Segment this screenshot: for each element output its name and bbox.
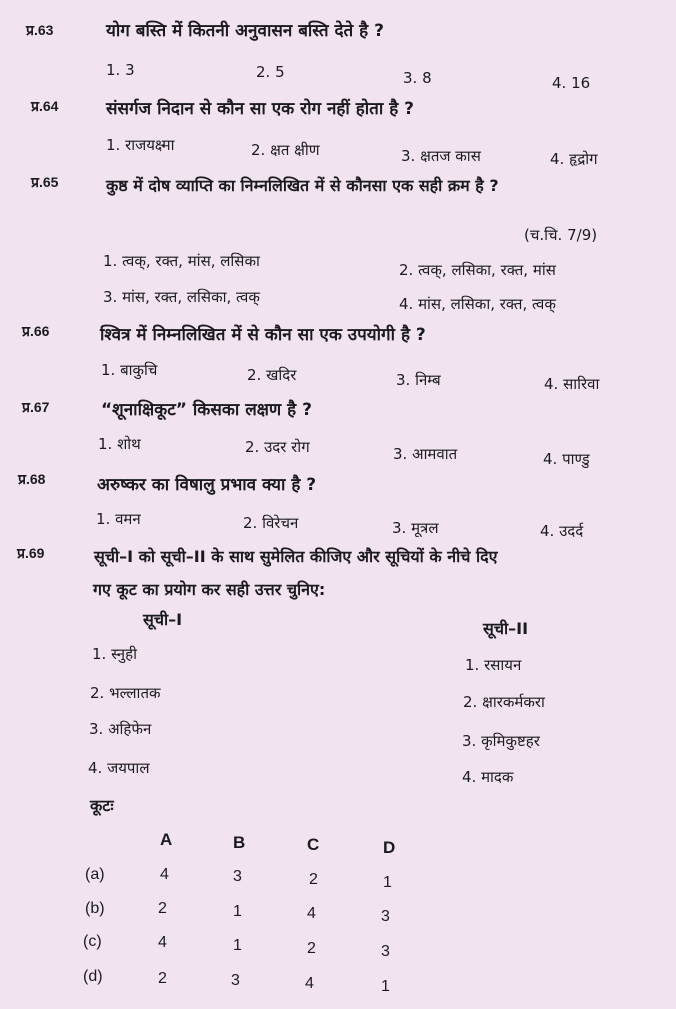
koot-cell: 2	[309, 871, 318, 888]
koot-cell: 1	[381, 978, 390, 995]
question-text: कुष्ठ में दोष व्याप्ति का निम्नलिखित में से कौनसा एक सही क्रम है ?	[106, 176, 499, 195]
koot-row-label: (a)	[85, 866, 105, 883]
koot-cell: 3	[231, 972, 240, 989]
koot-row-label: (d)	[83, 968, 103, 985]
option: 2. खदिर	[247, 366, 297, 384]
question-text: “शूनाक्षिकूट” किसका लक्षण है ?	[101, 400, 312, 420]
option: 1. शोथ	[98, 435, 141, 453]
option: 4. 16	[552, 74, 591, 92]
option: 2. त्वक्, लसिका, रक्त, मांस	[399, 261, 556, 279]
list2-item: 3. कृमिकुष्टहर	[462, 732, 540, 750]
question-number: प्र.67	[22, 399, 50, 415]
koot-cell: 1	[233, 937, 242, 954]
question-number: प्र.65	[31, 174, 59, 190]
option: 3. निम्ब	[396, 371, 441, 389]
koot-cell: 4	[305, 975, 314, 992]
koot-header-a: A	[160, 830, 173, 849]
koot-header-c: C	[307, 835, 320, 854]
koot-cell: 4	[160, 866, 169, 883]
question-text: संसर्गज निदान से कौन सा एक रोग नहीं होता है ?	[106, 99, 414, 119]
option: 1. त्वक्, रक्त, मांस, लसिका	[103, 252, 260, 270]
option: 3. क्षतज कास	[401, 147, 481, 165]
option: 1. राजयक्ष्मा	[106, 136, 175, 154]
koot-cell: 4	[158, 934, 167, 951]
option: 4. पाण्डु	[543, 450, 590, 468]
option: 2. 5	[256, 63, 285, 81]
list1-item: 4. जयपाल	[88, 759, 150, 777]
koot-header-d: D	[383, 838, 396, 857]
reference: (च.चि. 7/9)	[524, 226, 598, 244]
question-text-line2: गए कूट का प्रयोग कर सही उत्तर चुनिए:	[93, 580, 326, 599]
question-text: अरुष्कर का विषालु प्रभाव क्या है ?	[97, 475, 317, 495]
list2-item: 1. रसायन	[465, 656, 522, 674]
option: 2. विरेचन	[243, 514, 299, 532]
option: 3. मूत्रल	[392, 519, 439, 537]
question-number: प्र.64	[31, 98, 59, 114]
option: 3. आमवात	[393, 445, 458, 463]
koot-cell: 3	[381, 943, 390, 960]
list1-title: सूची–I	[143, 610, 183, 629]
list1-item: 2. भल्लातक	[90, 684, 161, 702]
list1-item: 3. अहिफेन	[89, 720, 152, 738]
koot-cell: 2	[158, 900, 167, 917]
question-text: श्वित्र में निम्नलिखित में से कौन सा एक उपयोगी है ?	[100, 325, 426, 345]
question-text: योग बस्ति में कितनी अनुवासन बस्ति देते है ?	[106, 21, 384, 41]
option: 4. हृद्रोग	[550, 150, 598, 168]
koot-cell: 3	[381, 908, 390, 925]
option: 4. उदर्द	[540, 522, 584, 540]
question-number: प्र.69	[17, 545, 45, 561]
koot-cell: 1	[233, 903, 242, 920]
list1-item: 1. स्नुही	[92, 645, 137, 663]
list2-title: सूची–II	[483, 619, 529, 638]
koot-cell: 3	[233, 868, 242, 885]
question-text-line1: सूची–I को सूची–II के साथ सुमेलित कीजिए और सूचियों के नीचे दिए	[94, 547, 498, 566]
koot-row-label: (c)	[83, 933, 102, 950]
option: 4. सारिवा	[544, 375, 600, 393]
koot-cell: 2	[158, 970, 167, 987]
question-number: प्र.68	[18, 471, 46, 487]
option: 2. उदर रोग	[245, 438, 310, 456]
option: 1. 3	[106, 61, 135, 79]
option: 2. क्षत क्षीण	[251, 141, 320, 159]
koot-cell: 4	[307, 905, 316, 922]
option: 3. मांस, रक्त, लसिका, त्वक्	[103, 288, 260, 306]
option: 3. 8	[403, 69, 432, 87]
question-number: प्र.63	[26, 22, 54, 38]
list2-item: 2. क्षारकर्मकरा	[463, 693, 545, 711]
koot-header-b: B	[233, 833, 246, 852]
koot-label: कूटः	[90, 796, 114, 815]
koot-cell: 1	[383, 874, 392, 891]
koot-cell: 2	[307, 940, 316, 957]
option: 1. बाकुचि	[101, 361, 158, 379]
koot-row-label: (b)	[85, 900, 105, 917]
list2-item: 4. मादक	[462, 768, 514, 786]
option: 4. मांस, लसिका, रक्त, त्वक्	[399, 295, 556, 313]
option: 1. वमन	[96, 510, 141, 528]
question-number: प्र.66	[22, 323, 50, 339]
